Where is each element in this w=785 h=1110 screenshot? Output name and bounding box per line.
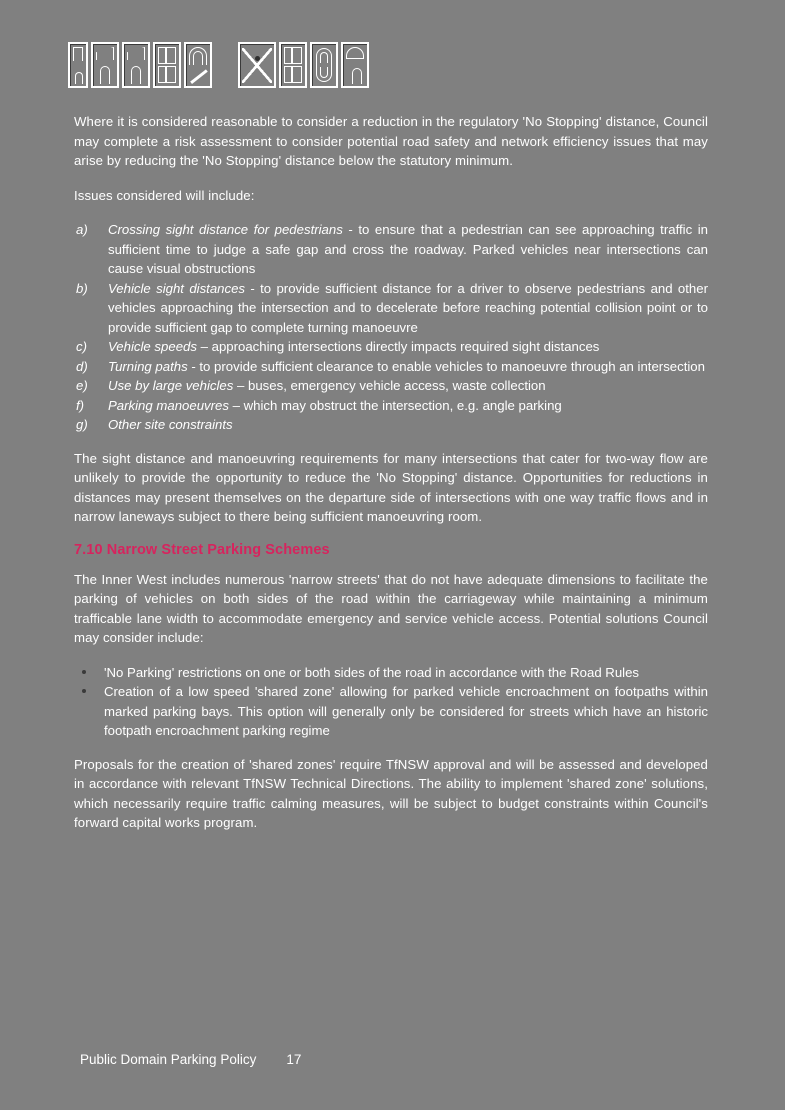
list-item-text: 'No Parking' restrictions on one or both sides of the road in accordance with the Road Rules — [104, 664, 640, 680]
footer-page-number: 17 — [286, 1052, 302, 1067]
list-item-text: - to ensure that a pedestrian can see approaching traffic in sufficient time to judge a safe gap and cross the roadway. Parked vehicles near intersections can cause visual obstructions — [108, 222, 709, 276]
issues-considered-list — [74, 220, 708, 435]
list-item-lead: Vehicle sight distances — [108, 280, 246, 296]
inner-west-logo — [68, 30, 369, 88]
logo-word-inner — [68, 42, 212, 88]
list-item — [74, 682, 708, 741]
list-item-lead: Vehicle speeds — [108, 339, 197, 354]
list-item-text: – approaching intersections directly impacts required sight distances — [196, 339, 600, 354]
section-heading-narrow-street-parking: 7.10 Narrow Street Parking Schemes — [74, 541, 330, 558]
list-marker: b) — [76, 280, 88, 296]
logo-letter-r-icon — [184, 42, 212, 88]
document-body — [74, 112, 708, 848]
list-item — [74, 663, 708, 683]
list-item — [74, 415, 708, 435]
list-item-lead: Turning paths — [108, 358, 188, 374]
logo-letter-n-icon — [91, 42, 119, 88]
logo-letter-i-icon — [68, 42, 88, 88]
paragraph-no-stopping-risk-assessment: Where it is considered reasonable to consider a reduction in the regulatory 'No Stopping' distance, Council may complete a risk assessment to consider potential road safety and network efficiency issues that may arise by reducing the 'No Stopping' distance below the statutory minimum. — [74, 114, 708, 168]
list-item-text: Creation of a low speed 'shared zone' allowing for parked vehicle encroachment on footpaths within marked parking bays. This option will generally only be considered for streets which have an historic footpath encroachment parking regime — [104, 684, 708, 738]
list-marker: e) — [76, 378, 88, 393]
page-footer — [80, 1052, 301, 1067]
bullet-icon — [82, 689, 86, 693]
paragraph-issues-intro: Issues considered will include: — [74, 187, 255, 203]
list-item — [74, 337, 708, 357]
list-item-text: - to provide sufficient distance for a driver to observe pedestrians and other vehicles approaching the intersection and to decelerate before reaching potential collision point or to provide sufficient gap to complete turning manoeuvre — [108, 280, 708, 335]
logo-word-west — [238, 42, 369, 88]
logo-letter-t-icon — [341, 42, 369, 88]
list-marker: f) — [76, 397, 85, 413]
bullet-icon — [82, 670, 86, 674]
list-marker: c) — [76, 339, 87, 354]
list-item — [74, 279, 708, 338]
logo-letter-s-icon — [310, 42, 338, 88]
list-item — [74, 396, 708, 416]
list-item-text: - to provide sufficient clearance to enable vehicles to manoeuvre through an intersection — [187, 358, 705, 374]
list-item-lead: Use by large vehicles — [108, 378, 234, 393]
list-marker: g) — [76, 417, 88, 432]
logo-letter-e-icon — [153, 42, 181, 88]
potential-solutions-list — [74, 663, 708, 741]
list-item-text: – buses, emergency vehicle access, waste collection — [233, 378, 546, 393]
list-item — [74, 376, 708, 396]
list-marker: a) — [76, 222, 88, 237]
logo-letter-n2-icon — [122, 42, 150, 88]
paragraph-narrow-streets-intro: The Inner West includes numerous 'narrow streets' that do not have adequate dimensions to facilitate the parking of vehicles on both sides of the road within the carriageway while maintaining a minimum trafficable lane width to accommodate emergency and service vehicle access. Potential solutions Council may consider include: — [74, 571, 708, 645]
logo-letter-e3-icon — [279, 42, 307, 88]
list-item-lead: Crossing sight distance for pedestrians — [108, 222, 343, 237]
logo-letter-w-icon — [238, 42, 276, 88]
list-item-text: – which may obstruct the intersection, e.g. angle parking — [228, 397, 562, 413]
list-item — [74, 357, 708, 377]
list-item-lead: Parking manoeuvres — [108, 397, 229, 413]
footer-document-title: Public Domain Parking Policy — [80, 1052, 257, 1067]
paragraph-shared-zones-approval: Proposals for the creation of 'shared zones' require TfNSW approval and will be assessed and developed in accordance with relevant TfNSW Technical Directions. The ability to implement 'shared zone' solutions, which necessarily require traffic calming measures, will be subject to budget constraints within Council's forward capital works program. — [74, 756, 708, 830]
list-item-lead: Other site constraints — [108, 417, 233, 432]
list-item — [74, 220, 708, 279]
paragraph-sight-distance-requirements: The sight distance and manoeuvring requirements for many intersections that cater for two-way flow are unlikely to provide the opportunity to reduce the 'No Stopping' distance. Opportunities for reductions in distances may present themselves on the departure side of intersections with one way traffic flows and in narrow laneways subject to there being sufficient manoeuvring room. — [74, 450, 708, 524]
list-marker: d) — [76, 358, 88, 374]
